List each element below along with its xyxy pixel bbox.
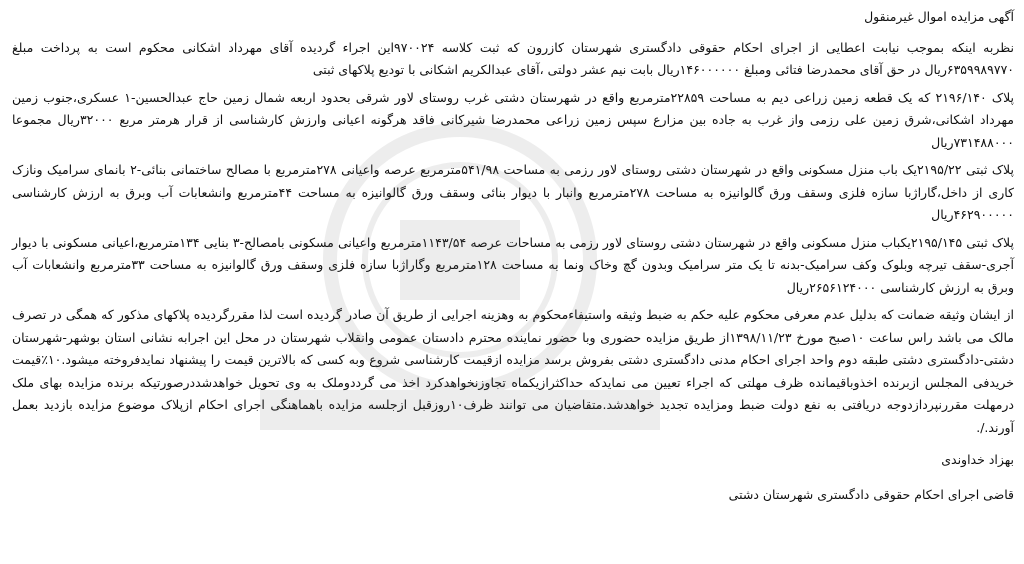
notice-intro-paragraph: نظربه اینکه بموجب نیابت اعطایی از اجرای احکام حقوقی دادگستری شهرستان کازرون که ثبت کلاسه ۹۷۰۰۲۴این اجراء گردیده آقای مهرداد اشکانی محکوم است به پرداخت مبلغ ۶۳۵۹۹۸۹۷۷۰ریال در حق آقای محمدرضا فتائی ومبلغ ۱۴۶۰۰۰۰۰۰ریال بابت نیم عشر دولتی ،آقای عبدالکریم اشکانی با تودیع پلاکهای ثبتی bbox=[12, 39, 1014, 77]
auction-conditions-paragraph: از ایشان وثیقه ضمانت که بدلیل عدم معرفی محکوم علیه حکم به ضبط وثیقه واستیفاءمحکوم به وهزینه اجرایی از طریق آن صادر گردیده است لذا مقررگردیده پلاکهای مذکور که همگی در تصرف مالک می باشد راس ساعت ۱۰صبح مورخ ۱۳۹۸/۱۱/۲۳از طریق مزایده حضوری وبا حضور نماینده محترم دادستان عمومی وانقلاب شهرستان در محل این اجرابه نشانی استان بوشهر-شهرستان دشتی-دادگستری دشتی طبقه دوم واحد اجرای احکام مدنی دادگستری دشتی بفروش برسد مزایده ازقیمت کارشناسی شروع وبه کسی که بالاترین قیمت را پیشنهاد نمایدفروخته میشود.۱۰٪قیمت خریدفی المجلس ازبرنده اخذوباقیمانده ظرف مهلتی که اجراء تعیین می نمایدکه حداکثرازیکماه تجاوزنخواهدکرد اخذ می گرددوملک به وی تحویل خواهدشددرصورتیکه برنده مزایده بهای ملک درمهلت مقررنپردازدوجه دریافتی به نفع دولت ضبط ومزایده تجدید خواهدشد.متقاضیان می توانند ظرف۱۰روزقبل ازجلسه مزایده باهماهنگی اجرای احکام ازپلاک موضوع مزایده بازدید بعمل آورند./. bbox=[12, 307, 1014, 435]
signatory-name: بهزاد خداوندی bbox=[941, 452, 1014, 467]
notice-title: آگهی مزایده اموال غیرمنقول bbox=[864, 9, 1014, 24]
property-item-2: پلاک ثبتی ۲۱۹۵/۲۲یک باب منزل مسکونی واقع در شهرستان دشتی روستای لاور رزمی به مساحت ۵۴۱/۹۸مترمربع عرصه واعیانی ۲۷۸مترمربع با مصالح ساختمانی بنائی-۲ بانمای سرامیک ونازک کاری از داخل،گاراژبا سازه فلزی وسقف ورق گالوانیزه به مساحت ۲۷۸مترمربع وانبار با دیوار بنائی وسقف ورق گالوانیزه به مساحت ۴۴مترمربع وانشعابات آب وبرق به ارزش کارشناسی ۴۶۲۹۰۰۰۰۰ریال bbox=[12, 162, 1014, 222]
property-item-1: پلاک ۲۱۹۶/۱۴۰ که یک قطعه زمین زراعی دیم به مساحت ۲۲۸۵۹مترمربع واقع در شهرستان دشتی غرب روستای لاور شرقی بحدود اربعه شمال زمین حاج عبدالحسین-۱ عسکری،جنوب زمین مهرداد اشکانی،شرق زمین علی رزمی واز غرب به جاده بین مزارع سپس زمین زراعی محمدرضا شیرکانی فاقد هرگونه اعیانی وارزش کارشناسی از قرار هرمتر مربع ۳۲۰۰۰ریال مجموعا ۷۳۱۴۸۸۰۰۰ریال bbox=[12, 89, 1015, 150]
property-item-3: پلاک ثبتی ۲۱۹۵/۱۴۵یکباب منزل مسکونی واقع در شهرستان دشتی روستای لاور رزمی به مساحات عرصه ۱۱۴۳/۵۴مترمربع واعیانی مسکونی بامصالح-۳ بنایی ۱۳۴مترمربع،اعیانی مسکونی با دیوار آجری-سقف تیرچه وبلوک وکف سرامیک-بدنه تا یک متر سرامیک وبدون گچ وخاک ونما به مساحت ۱۲۸مترمربع وگاراژبا سازه فلزی وسقف ورق گالوانیزه به مساحت ۳۳مترمربع وانشعابات آب وبرق به ارزش کارشناسی ۲۶۵۶۱۲۴۰۰۰ریال bbox=[12, 234, 1015, 295]
signatory-title: قاضی اجرای احکام حقوقی دادگستری شهرستان دشتی bbox=[728, 486, 1014, 502]
